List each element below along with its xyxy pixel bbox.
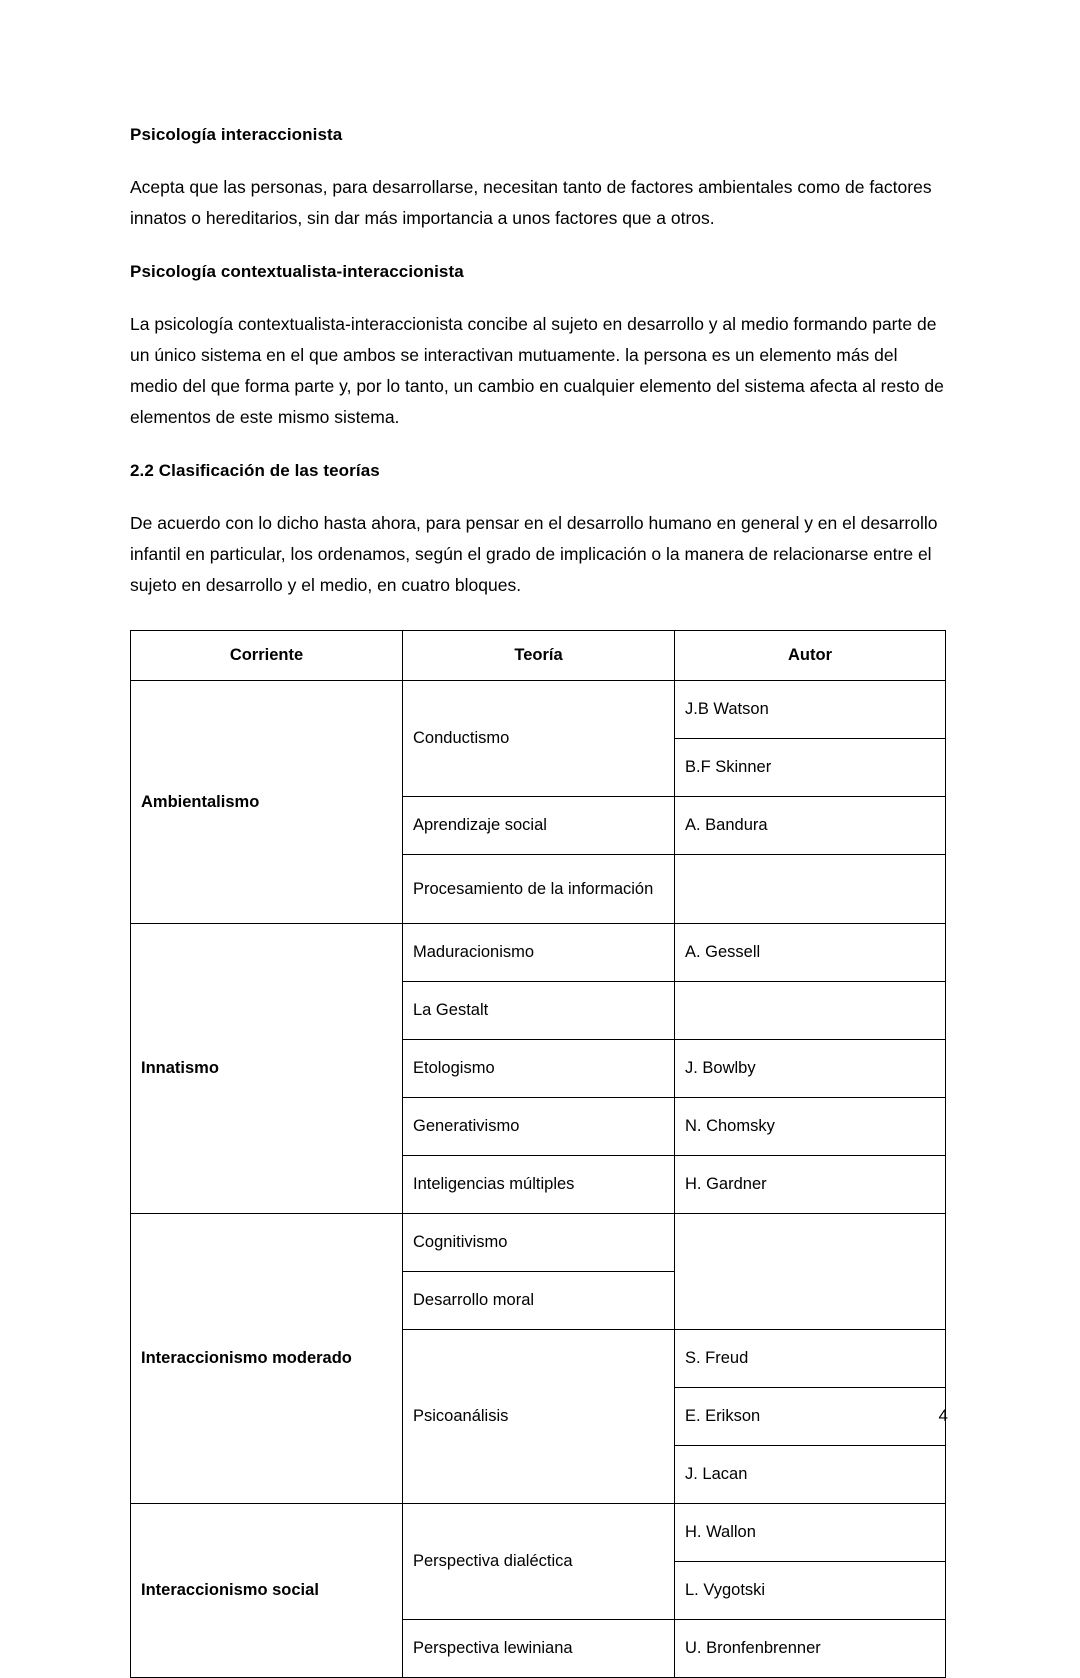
cell-teoria-inteligencias-multiples: Inteligencias múltiples xyxy=(403,1155,675,1213)
cell-autor-j-bowlby: J. Bowlby xyxy=(675,1039,946,1097)
cell-teoria-maduracionismo: Maduracionismo xyxy=(403,923,675,981)
page-number: 4 xyxy=(938,1406,948,1425)
table-row xyxy=(131,923,946,981)
cell-autor-u-bronfenbrenner: U. Bronfenbrenner xyxy=(675,1619,946,1677)
cell-corriente-interaccionismo-social: Interaccionismo social xyxy=(131,1503,403,1677)
cell-autor-e-erikson: E. Erikson xyxy=(675,1387,946,1445)
column-header-teoria: Teoría xyxy=(403,630,675,680)
cell-teoria-desarrollo-moral: Desarrollo moral xyxy=(403,1271,675,1329)
theories-classification-table xyxy=(130,630,946,1678)
section-paragraph-clasificacion-de-las-teorias: De acuerdo con lo dicho hasta ahora, para pensar en el desarrollo humano en general y en el desarrollo infantil en particular, los ordenamos, según el grado de implicación o la manera de relacionarse entre el sujeto en desarrollo y el medio, en cuatro bloques. xyxy=(130,512,938,595)
cell-autor-empty xyxy=(675,854,946,923)
column-header-autor: Autor xyxy=(675,630,946,680)
cell-autor-bf-skinner: B.F Skinner xyxy=(675,738,946,796)
cell-autor-empty xyxy=(675,981,946,1039)
table-body xyxy=(131,680,946,1677)
cell-autor-a-gessell: A. Gessell xyxy=(675,923,946,981)
cell-autor-h-gardner: H. Gardner xyxy=(675,1155,946,1213)
table-row xyxy=(131,1503,946,1561)
cell-corriente-innatismo: Innatismo xyxy=(131,923,403,1213)
cell-teoria-psicoanalisis: Psicoanálisis xyxy=(403,1329,675,1503)
cell-teoria-perspectiva-dialectica: Perspectiva dialéctica xyxy=(403,1503,675,1619)
table-row xyxy=(131,1213,946,1271)
cell-autor-empty xyxy=(675,1213,946,1329)
cell-teoria-cognitivismo: Cognitivismo xyxy=(403,1213,675,1271)
cell-autor-s-freud: S. Freud xyxy=(675,1329,946,1387)
cell-corriente-ambientalismo: Ambientalismo xyxy=(131,680,403,923)
section-heading-clasificacion-de-las-teorias: 2.2 Clasificación de las teorías xyxy=(130,460,380,480)
cell-teoria-aprendizaje-social: Aprendizaje social xyxy=(403,796,675,854)
cell-corriente-interaccionismo-moderado: Interaccionismo moderado xyxy=(131,1213,403,1503)
cell-teoria-la-gestalt: La Gestalt xyxy=(403,981,675,1039)
section-heading-psicologia-contextualista-interaccionista: Psicología contextualista-interaccionista xyxy=(130,261,464,281)
section-paragraph-psicologia-contextualista-interaccionista: La psicología contextualista-interaccionista concibe al sujeto en desarrollo y al medio formando parte de un único sistema en el que ambos se interactivan mutuamente. la persona es un elemento más del medio del que forma parte y, por lo tanto, un cambio en cualquier elemento del sistema afecta al resto de elementos de este mismo sistema. xyxy=(130,313,944,427)
cell-autor-jb-watson: J.B Watson xyxy=(675,680,946,738)
cell-teoria-procesamiento-de-la-informacion: Procesamiento de la información xyxy=(403,854,675,923)
cell-autor-a-bandura: A. Bandura xyxy=(675,796,946,854)
section-heading-psicologia-interaccionista: Psicología interaccionista xyxy=(130,125,343,144)
table-header-row xyxy=(131,630,946,680)
document-body xyxy=(130,124,948,1678)
cell-autor-l-vygotski: L. Vygotski xyxy=(675,1561,946,1619)
cell-teoria-generativismo: Generativismo xyxy=(403,1097,675,1155)
cell-autor-n-chomsky: N. Chomsky xyxy=(675,1097,946,1155)
cell-autor-j-lacan: J. Lacan xyxy=(675,1445,946,1503)
table-row xyxy=(131,680,946,738)
cell-teoria-conductismo: Conductismo xyxy=(403,680,675,796)
table-head xyxy=(131,630,946,680)
column-header-corriente: Corriente xyxy=(131,630,403,680)
cell-teoria-perspectiva-lewiniana: Perspectiva lewiniana xyxy=(403,1619,675,1677)
cell-teoria-etologismo: Etologismo xyxy=(403,1039,675,1097)
section-paragraph-psicologia-interaccionista: Acepta que las personas, para desarrollarse, necesitan tanto de factores ambientales como de factores innatos o hereditarios, sin dar más importancia a unos factores que a otros. xyxy=(130,176,932,228)
cell-autor-h-wallon: H. Wallon xyxy=(675,1503,946,1561)
